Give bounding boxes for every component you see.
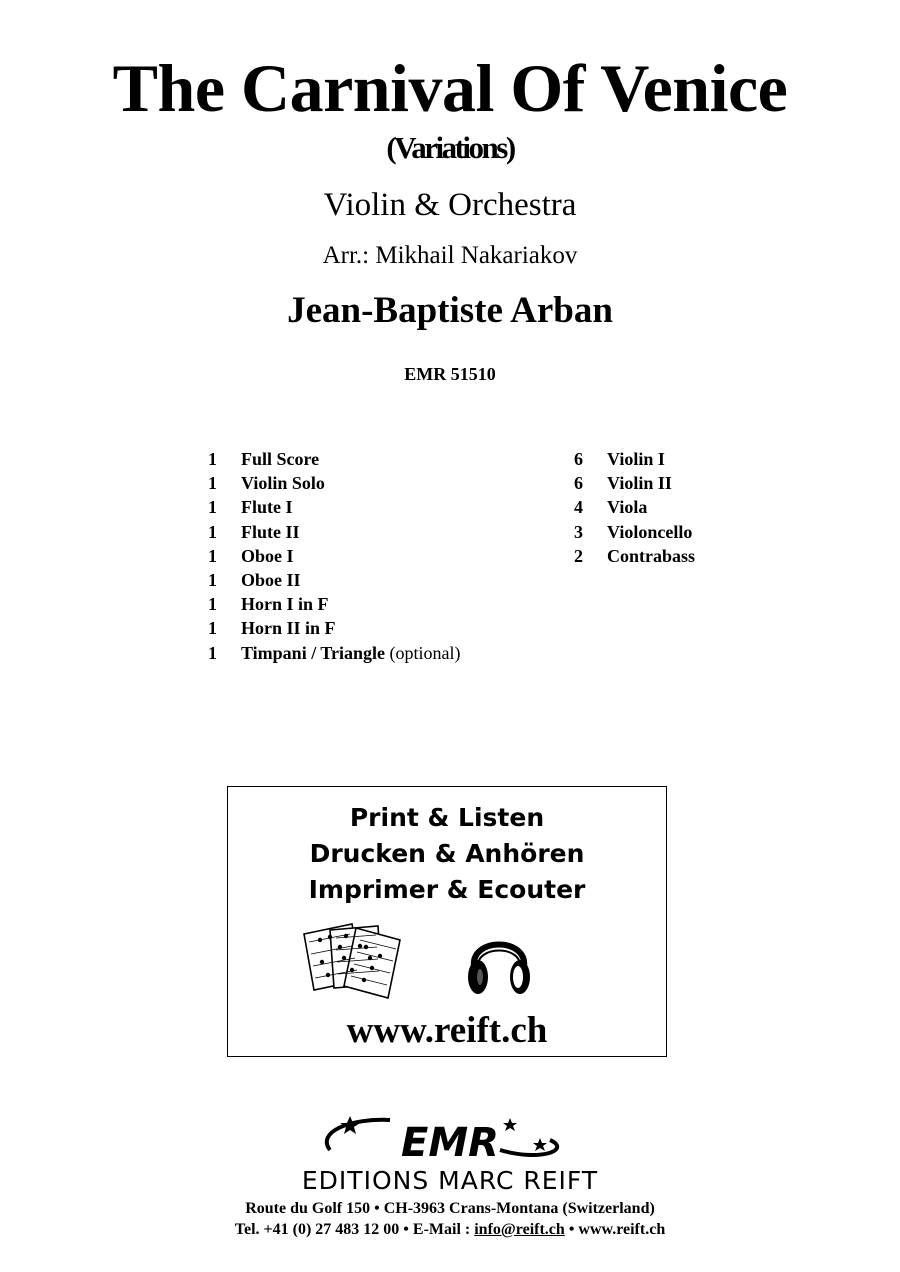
part-quantity: 6 bbox=[574, 449, 583, 469]
part-name: Timpani / Triangle bbox=[241, 642, 386, 663]
part-name: Viola bbox=[607, 497, 648, 518]
promo-line-english: Print & Listen bbox=[349, 803, 545, 832]
promo-line-french: Imprimer & Ecouter bbox=[308, 875, 586, 904]
catalog-number: EMR 51510 bbox=[404, 364, 496, 384]
part-quantity: 1 bbox=[208, 594, 217, 615]
part-name: Violin II bbox=[607, 473, 672, 494]
promo-line-german: Drucken & Anhören bbox=[309, 839, 585, 868]
list-item bbox=[574, 520, 695, 544]
publisher-contact bbox=[0, 1219, 900, 1241]
subtitle: (Variations) bbox=[386, 130, 514, 165]
phone-text: Tel. +41 (0) 27 483 12 00 • E-Mail : bbox=[234, 1221, 475, 1238]
emr-logo bbox=[310, 1110, 590, 1166]
part-quantity: 1 bbox=[208, 449, 217, 469]
part-quantity: 1 bbox=[208, 497, 217, 518]
list-item bbox=[208, 544, 461, 568]
part-quantity: 1 bbox=[208, 618, 217, 639]
parts-list-right bbox=[574, 447, 695, 568]
part-quantity: 2 bbox=[574, 545, 583, 566]
part-name: Violoncello bbox=[607, 521, 693, 542]
website-text: • www.reift.ch bbox=[564, 1221, 666, 1238]
list-item bbox=[208, 447, 461, 471]
part-name: Flute II bbox=[241, 521, 300, 542]
website-link[interactable]: www.reift.ch bbox=[346, 1010, 548, 1051]
part-name: Oboe II bbox=[241, 569, 301, 590]
list-item bbox=[208, 592, 461, 616]
part-note: (optional) bbox=[389, 642, 461, 663]
headphones-icon bbox=[464, 923, 534, 999]
print-listen-box bbox=[227, 786, 667, 1057]
list-item bbox=[574, 471, 695, 495]
part-quantity: 1 bbox=[208, 473, 217, 494]
title: The Carnival Of Venice bbox=[112, 50, 788, 126]
arranger: Arr.: Mikhail Nakariakov bbox=[322, 242, 578, 269]
part-quantity: 1 bbox=[208, 569, 217, 590]
part-name: Contrabass bbox=[607, 545, 696, 566]
part-name: Violin I bbox=[607, 449, 665, 469]
logo-text: EMR bbox=[401, 1120, 499, 1166]
part-name: Full Score bbox=[241, 449, 320, 469]
part-quantity: 1 bbox=[208, 642, 217, 663]
part-name: Oboe I bbox=[241, 545, 294, 566]
publisher-address: Route du Golf 150 • CH-3963 Crans-Montana (Switzerland) bbox=[245, 1200, 655, 1217]
composer: Jean-Baptiste Arban bbox=[287, 290, 613, 331]
list-item bbox=[208, 616, 461, 640]
list-item bbox=[208, 568, 461, 592]
list-item bbox=[208, 471, 461, 495]
part-name: Flute I bbox=[241, 497, 293, 518]
part-quantity: 3 bbox=[574, 521, 583, 542]
list-item bbox=[574, 544, 695, 568]
part-name: Horn II in F bbox=[241, 618, 336, 639]
email-link[interactable]: info@reift.ch bbox=[474, 1221, 565, 1238]
part-name: Horn I in F bbox=[241, 594, 329, 615]
part-quantity: 4 bbox=[574, 497, 583, 518]
publisher-name: EDITIONS MARC REIFT bbox=[301, 1166, 599, 1195]
parts-list-left bbox=[208, 447, 461, 665]
part-quantity: 1 bbox=[208, 521, 217, 542]
list-item bbox=[208, 520, 461, 544]
sheet-music-icon bbox=[300, 920, 412, 1000]
part-quantity: 6 bbox=[574, 473, 583, 494]
list-item bbox=[208, 641, 461, 665]
list-item bbox=[574, 447, 695, 471]
instrumentation: Violin & Orchestra bbox=[323, 187, 577, 223]
part-quantity: 1 bbox=[208, 545, 217, 566]
list-item bbox=[574, 495, 695, 519]
part-name: Violin Solo bbox=[241, 473, 325, 494]
list-item bbox=[208, 495, 461, 519]
